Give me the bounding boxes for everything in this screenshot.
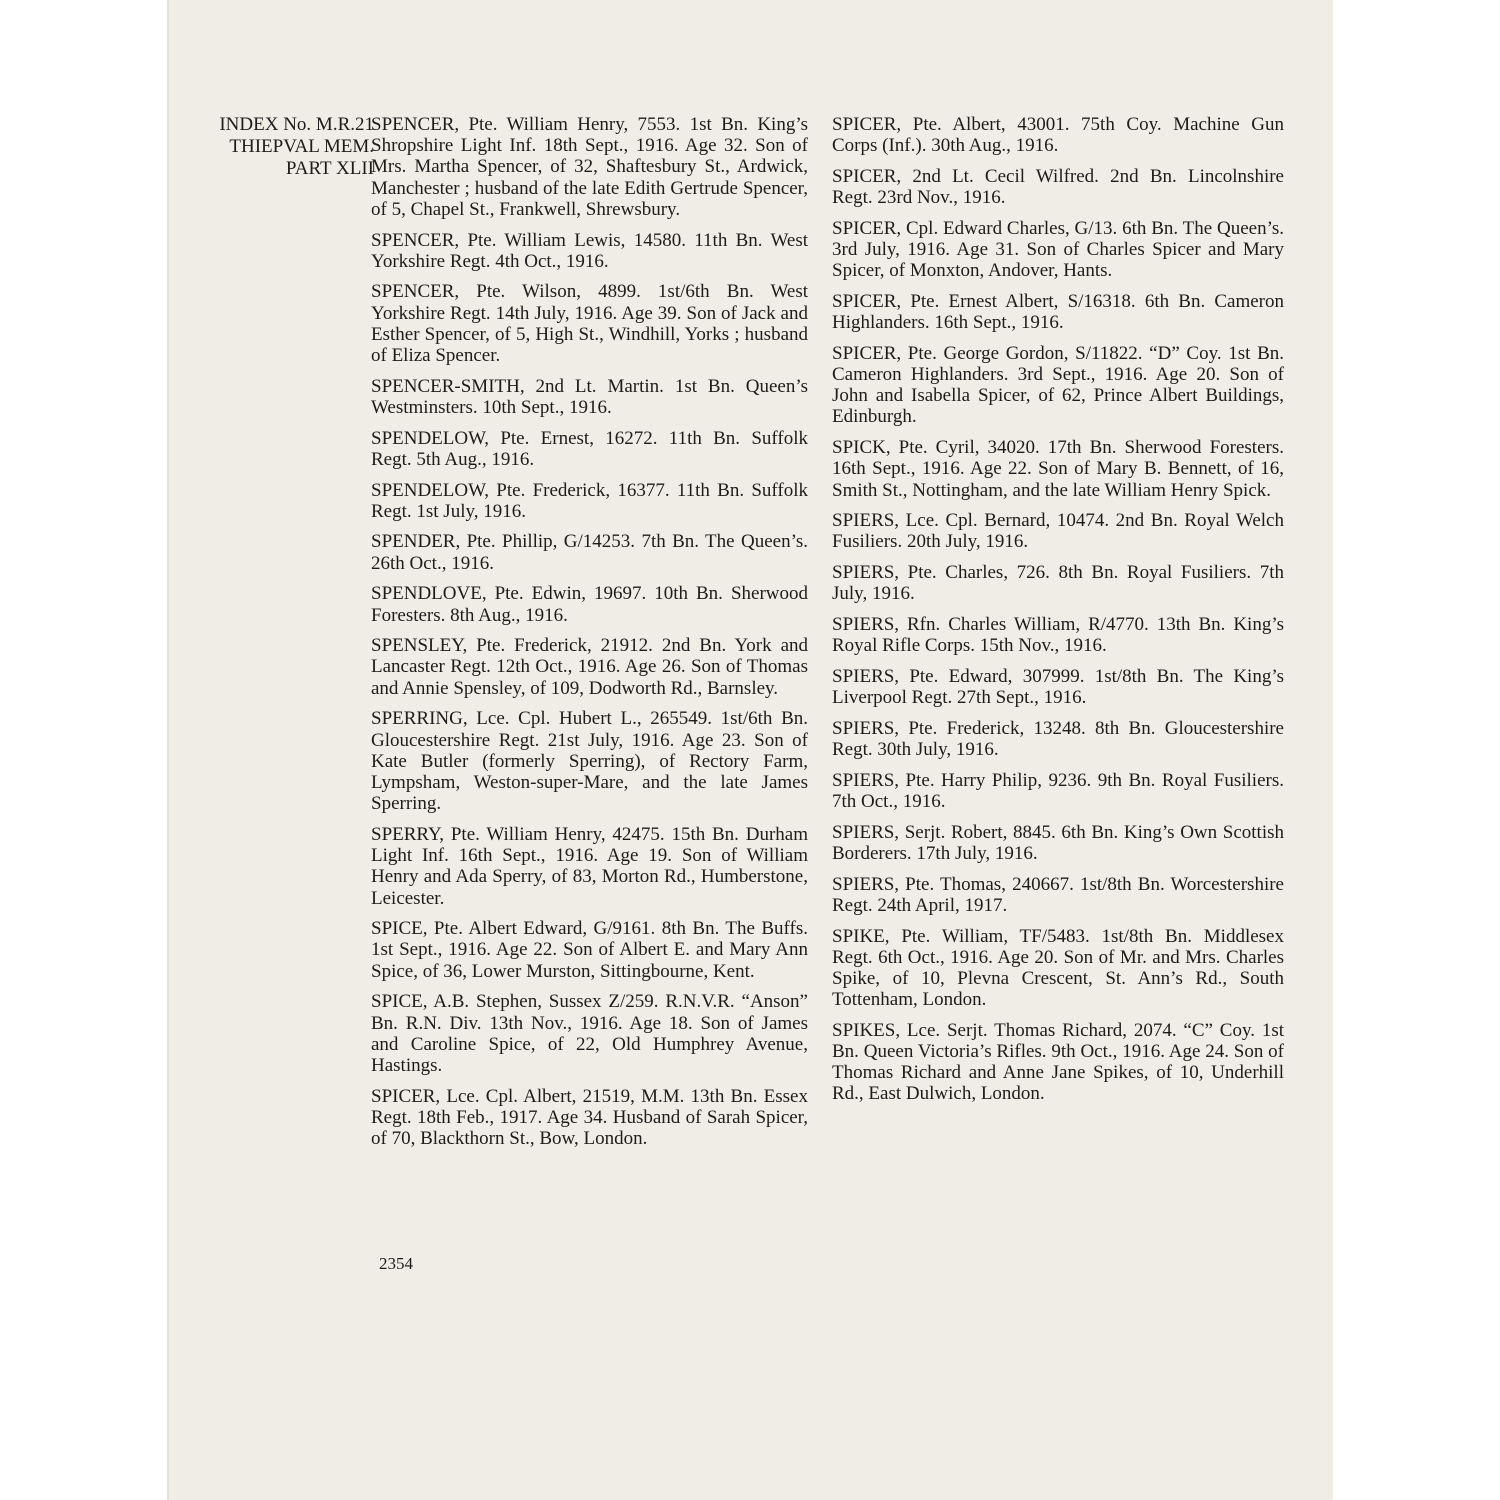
left-column: [371, 114, 808, 1159]
register-entry: SPENCER, Pte. William Lewis, 14580. 11th Bn. West Yorkshire Regt. 4th Oct., 1916.: [371, 229, 808, 272]
register-entry: SPIERS, Pte. Thomas, 240667. 1st/8th Bn. Worcestershire Regt. 24th April, 1917.: [832, 873, 1284, 916]
margin-index: [176, 114, 374, 180]
register-entry: SPICER, Pte. Ernest Albert, S/16318. 6th Bn. Cameron Highlanders. 16th Sept., 1916.: [832, 290, 1284, 334]
register-entry: SPIERS, Pte. Harry Philip, 9236. 9th Bn. Royal Fusiliers. 7th Oct., 1916.: [832, 769, 1284, 812]
register-entry: SPIKES, Lce. Serjt. Thomas Richard, 2074. “C” Coy. 1st Bn. Queen Victoria’s Rifles. 9th Oct., 1916. Age 24. Son of Thomas Richard and Anne Jane Spikes, of 10, Underhill Rd., East Dulwich, London.: [832, 1019, 1284, 1105]
page-number: 2354: [379, 1254, 413, 1273]
register-entry: SPIERS, Pte. Frederick, 13248. 8th Bn. Gloucestershire Regt. 30th July, 1916.: [832, 717, 1284, 761]
register-entry: SPENDLOVE, Pte. Edwin, 19697. 10th Bn. Sherwood Foresters. 8th Aug., 1916.: [371, 583, 808, 626]
register-entry: SPERRY, Pte. William Henry, 42475. 15th Bn. Durham Light Inf. 16th Sept., 1916. Age 19. Son of William Henry and Ada Sperry, of 83, Morton Rd., Humberstone, Leicester.: [371, 823, 808, 909]
register-entry: SPICER, Lce. Cpl. Albert, 21519, M.M. 13th Bn. Essex Regt. 18th Feb., 1917. Age 34. Husband of Sarah Spicer, of 70, Blackthorn St., Bow, London.: [371, 1085, 808, 1150]
part-number: PART XLII: [285, 158, 374, 179]
memorial-name: THIEPVAL MEM.: [229, 136, 374, 157]
register-entry: SPENCER, Pte. William Henry, 7553. 1st Bn. King’s Shropshire Light Inf. 18th Sept., 1916. Age 32. Son of Mrs. Martha Spencer, of 32, Shaftesbury St., Ardwick, Manchester ; husband of the late Edith Gertrude Spencer, of 5, Chapel St., Frankwell, Shrewsbury.: [371, 114, 808, 220]
register-entry: SPICER, Cpl. Edward Charles, G/13. 6th Bn. The Queen’s. 3rd July, 1916. Age 31. Son of Charles Spicer and Mary Spicer, of Monxton, Andover, Hants.: [832, 217, 1284, 282]
register-entry: SPENDELOW, Pte. Frederick, 16377. 11th Bn. Suffolk Regt. 1st July, 1916.: [371, 479, 808, 522]
register-entry: SPIERS, Lce. Cpl. Bernard, 10474. 2nd Bn. Royal Welch Fusiliers. 20th July, 1916.: [832, 510, 1284, 553]
register-entry: SPENCER, Pte. Wilson, 4899. 1st/6th Bn. West Yorkshire Regt. 14th July, 1916. Age 39. Son of Jack and Esther Spencer, of 5, High St., Windhill, Yorks ; husband of Eliza Spencer.: [371, 281, 808, 367]
register-entry: SPIERS, Serjt. Robert, 8845. 6th Bn. King’s Own Scottish Borderers. 17th July, 1916.: [832, 821, 1284, 864]
register-entry: SPENSLEY, Pte. Frederick, 21912. 2nd Bn. York and Lancaster Regt. 12th Oct., 1916. Age 26. Son of Thomas and Annie Spensley, of 109, Dodworth Rd., Barnsley.: [371, 635, 808, 699]
register-entry: SPIKE, Pte. William, TF/5483. 1st/8th Bn. Middlesex Regt. 6th Oct., 1916. Age 20. Son of Mr. and Mrs. Charles Spike, of 10, Plevna Crescent, St. Ann’s Rd., South Tottenham, London.: [832, 925, 1284, 1011]
right-column: [832, 114, 1284, 1114]
register-entry: SPICE, Pte. Albert Edward, G/9161. 8th Bn. The Buffs. 1st Sept., 1916. Age 22. Son of Albert E. and Mary Ann Spice, of 36, Lower Murston, Sittingbourne, Kent.: [371, 918, 808, 982]
register-entry: SPIERS, Pte. Edward, 307999. 1st/8th Bn. The King’s Liverpool Regt. 27th Sept., 1916.: [832, 665, 1284, 709]
register-entry: SPICER, 2nd Lt. Cecil Wilfred. 2nd Bn. Lincolnshire Regt. 23rd Nov., 1916.: [832, 165, 1284, 209]
register-entry: SPENDER, Pte. Phillip, G/14253. 7th Bn. The Queen’s. 26th Oct., 1916.: [371, 531, 808, 574]
register-entry: SPICER, Pte. George Gordon, S/11822. “D” Coy. 1st Bn. Cameron Highlanders. 3rd Sept., 1916. Age 20. Son of John and Isabella Spicer, of 62, Prince Albert Buildings, Edinburgh.: [832, 342, 1284, 428]
register-entry: SPICER, Pte. Albert, 43001. 75th Coy. Machine Gun Corps (Inf.). 30th Aug., 1916.: [832, 114, 1284, 157]
register-entry: SPENCER-SMITH, 2nd Lt. Martin. 1st Bn. Queen’s Westminsters. 10th Sept., 1916.: [371, 375, 808, 418]
register-entry: SPERRING, Lce. Cpl. Hubert L., 265549. 1st/6th Bn. Gloucestershire Regt. 21st July, 1916. Age 23. Son of Kate Butler (formerly Sperring), of Rectory Farm, Lympsham, Weston-super-Mare, and the late James Sperring.: [371, 708, 808, 815]
register-entry: SPICK, Pte. Cyril, 34020. 17th Bn. Sherwood Foresters. 16th Sept., 1916. Age 22. Son of Mary B. Bennett, of 16, Smith St., Nottingham, and the late William Henry Spick.: [832, 437, 1284, 501]
register-entry: SPIERS, Rfn. Charles William, R/4770. 13th Bn. King’s Royal Rifle Corps. 15th Nov., 1916.: [832, 614, 1284, 657]
register-entry: SPICE, A.B. Stephen, Sussex Z/259. R.N.V.R. “Anson” Bn. R.N. Div. 13th Nov., 1916. Age 18. Son of James and Caroline Spice, of 22, Old Humphrey Avenue, Hastings.: [371, 991, 808, 1076]
register-entry: SPIERS, Pte. Charles, 726. 8th Bn. Royal Fusiliers. 7th July, 1916.: [832, 562, 1284, 605]
register-entry: SPENDELOW, Pte. Ernest, 16272. 11th Bn. Suffolk Regt. 5th Aug., 1916.: [371, 427, 808, 470]
index-number: INDEX No. M.R.21: [219, 114, 374, 135]
